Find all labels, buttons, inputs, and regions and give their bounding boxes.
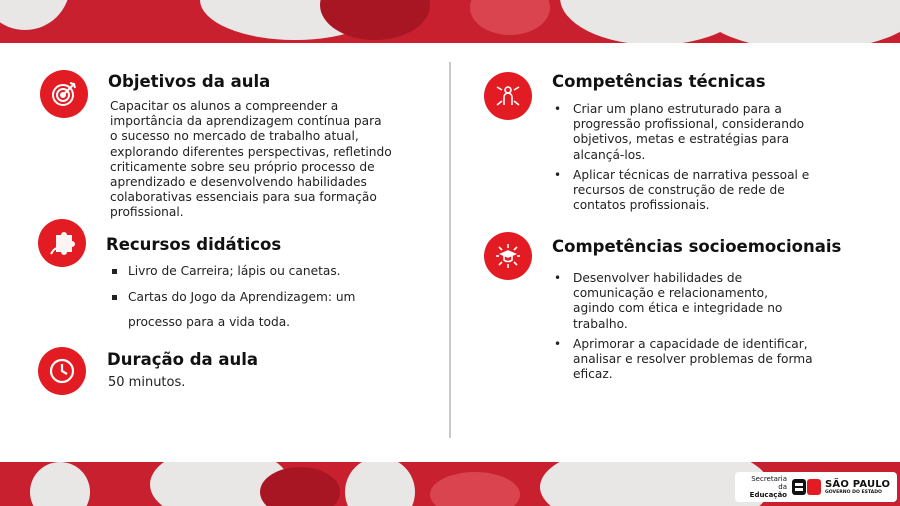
- list-item: • Aplicar técnicas de narrativa pessoal e recursos de construção de rede de contatos profissionais.: [551, 168, 851, 214]
- duracao-title: Duração da aula: [107, 350, 259, 369]
- sp-logo-icon: [792, 478, 822, 496]
- socio-list: [551, 271, 851, 387]
- person-network-icon: [484, 72, 532, 120]
- socio-title: Competências socioemocionais: [552, 237, 842, 256]
- puzzle-hand-icon: [38, 219, 86, 267]
- list-item: • Criar um plano estruturado para a progressão profissional, considerando objetivos, metas e estratégias para alcançá-los.: [551, 102, 851, 163]
- duracao-text: 50 minutos.: [108, 375, 186, 390]
- list-item: • Desenvolver habilidades de comunicação e relacionamento, agindo com ética e integridade no trabalho.: [551, 271, 851, 332]
- recursos-title: Recursos didáticos: [106, 235, 282, 254]
- objetivos-text: Capacitar os alunos a compreender a importância da aprendizagem contínua para o sucesso no mercado de trabalho atual, explorando diferentes perspectivas, refletindo criticamente sobre seu próprio processo de aprendizado e desenvolvendo habilidades colaborativas essenciais para sua formação profissional.: [110, 99, 392, 220]
- top-decorative-band: [0, 0, 900, 43]
- list-item: processo para a vida toda.: [128, 315, 291, 329]
- tecnicas-list: [551, 102, 851, 218]
- logo-secretaria: Secretaria da Educação: [749, 475, 787, 499]
- list-item: Livro de Carreira; lápis ou canetas.: [108, 259, 408, 284]
- sao-paulo-education-logo: [735, 472, 897, 502]
- logo-state: SÃO PAULO GOVERNO DO ESTADO: [825, 478, 891, 495]
- clock-icon: [38, 347, 86, 395]
- list-item: • Aprimorar a capacidade de identificar, analisar e resolver problemas de forma eficaz.: [551, 337, 851, 383]
- objetivos-title: Objetivos da aula: [108, 72, 271, 91]
- column-divider: [449, 62, 451, 438]
- recursos-list: [108, 259, 408, 335]
- graduate-network-icon: [484, 232, 532, 280]
- tecnicas-title: Competências técnicas: [552, 72, 766, 91]
- list-item: Cartas do Jogo da Aprendizagem: um: [108, 285, 408, 310]
- target-icon: [40, 70, 88, 118]
